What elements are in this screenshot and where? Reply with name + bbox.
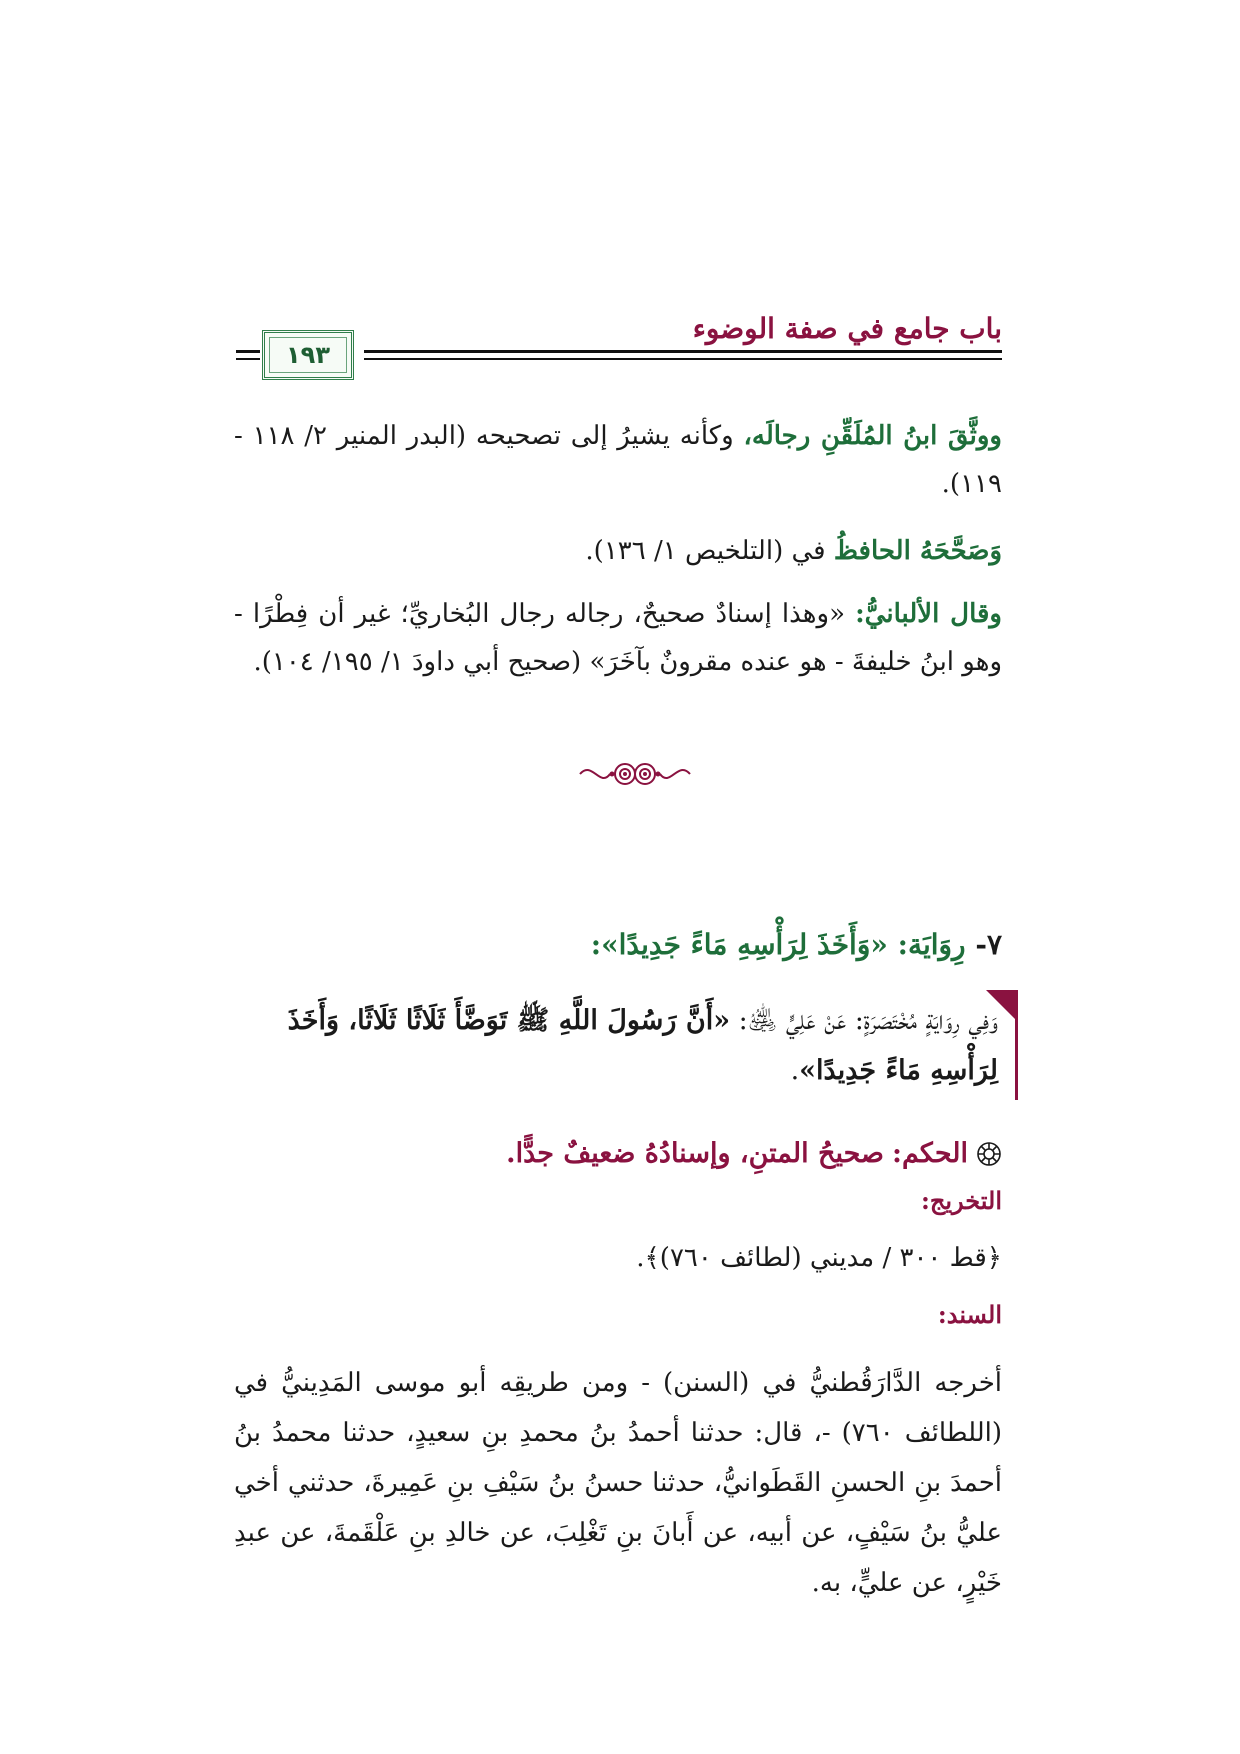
intro-p3-rest: «وهذا إسنادٌ صحيحٌ، رجاله رجال البُخاريِّ؛ غير أن فِطْرًا - وهو ابنُ خليفةَ - هو عنده مقرونٌ بآخَرَ» (صحيح أبي داودَ ١/ ١٩٥/ ١٠٤). [234, 599, 1002, 677]
takhrij-label: التخريج: [921, 1186, 1002, 1215]
hadith-text [230, 996, 1002, 1096]
intro-p1-rest: وكأنه يشيرُ إلى تصحيحه (البدر المنير ٢/ ١١٨ - ١١٩). [234, 421, 1002, 499]
takhrij-reference: ﴿قط ٣٠٠ / مديني (لطائف ٧٦٠)﴾. [636, 1243, 1002, 1273]
section-title-prefix: رِوَايَة: [897, 928, 966, 961]
intro-p1-bold: ووثَّقَ ابنُ المُلَقِّنِ رجالَه، [743, 421, 1002, 451]
intro-p2-rest: في (التلخيص ١/ ١٣٦). [585, 536, 834, 566]
section-number: ٧- [975, 928, 1002, 961]
header-rule-right-thin [364, 358, 1002, 360]
header-rule-left [236, 350, 260, 353]
section-heading [591, 928, 1002, 961]
quote-side-line [1015, 990, 1018, 1100]
header-rule-left-thin [236, 358, 260, 360]
hadith-intro: وَفِي رِوَايَةٍ مُخْتَصَرَةٍ: عَنْ عَلِيٍّ ﵁: [730, 1005, 998, 1036]
sanad-label: السند: [937, 1300, 1002, 1329]
ruling-line [506, 1138, 1002, 1169]
ornament-divider [570, 752, 700, 796]
intro-paragraph-2 [234, 527, 1002, 575]
intro-p2-bold: وَصَحَّحَهُ الحافظُ [833, 536, 1002, 566]
ornament-icon [570, 752, 700, 796]
hadith-matn: «أَنَّ رَسُولَ اللَّهِ ﷺ تَوَضَّأَ ثَلَاثًا ثَلَاثًا، وَأَخَذَ لِرَأْسِهِ مَاءً جَدِيدًا» [287, 1005, 998, 1086]
section-title-quote: «وَأَخَذَ لِرَأْسِهِ مَاءً جَدِيدًا»: [590, 928, 888, 961]
sanad-text: أخرجه الدَّارَقُطنيُّ في (السنن) - ومن طريقِه أبو موسى المَدِينيُّ في (اللطائف ٧٦٠) -، قال: حدثنا أحمدُ بنُ محمدِ بنِ سعيدٍ، حدثنا محمدُ بنُ أحمدَ بنِ الحسنِ القَطَوانيُّ، حدثنا حسنُ بنُ سَيْفِ بنِ عَمِيرةَ، حدثني أخي عليُّ بنُ سَيْفٍ، عن أبيه، عن أَبانَ بنِ تَغْلِبَ، عن خالدِ بنِ عَلْقَمةَ، عن عبدِ خَيْرٍ، عن عليٍّ، به. [234, 1368, 1002, 1598]
intro-p3-bold: وقال الألبانيُّ: [855, 599, 1002, 629]
hadith-end: . [790, 1055, 800, 1086]
page-number: ١٩٣ [286, 341, 330, 369]
page-number-frame [262, 330, 354, 380]
intro-paragraph-1 [234, 412, 1002, 508]
intro-paragraph-3 [234, 590, 1002, 686]
header-rule-right [364, 350, 1002, 353]
ruling-label: الحكم: [891, 1138, 968, 1169]
flower-icon [976, 1141, 1002, 1167]
ruling-text: صحيحُ المتنِ، وإسنادُهُ ضعيفٌ جدًّا. [506, 1138, 884, 1169]
chapter-title: باب جامع في صفة الوضوء [692, 312, 1002, 345]
